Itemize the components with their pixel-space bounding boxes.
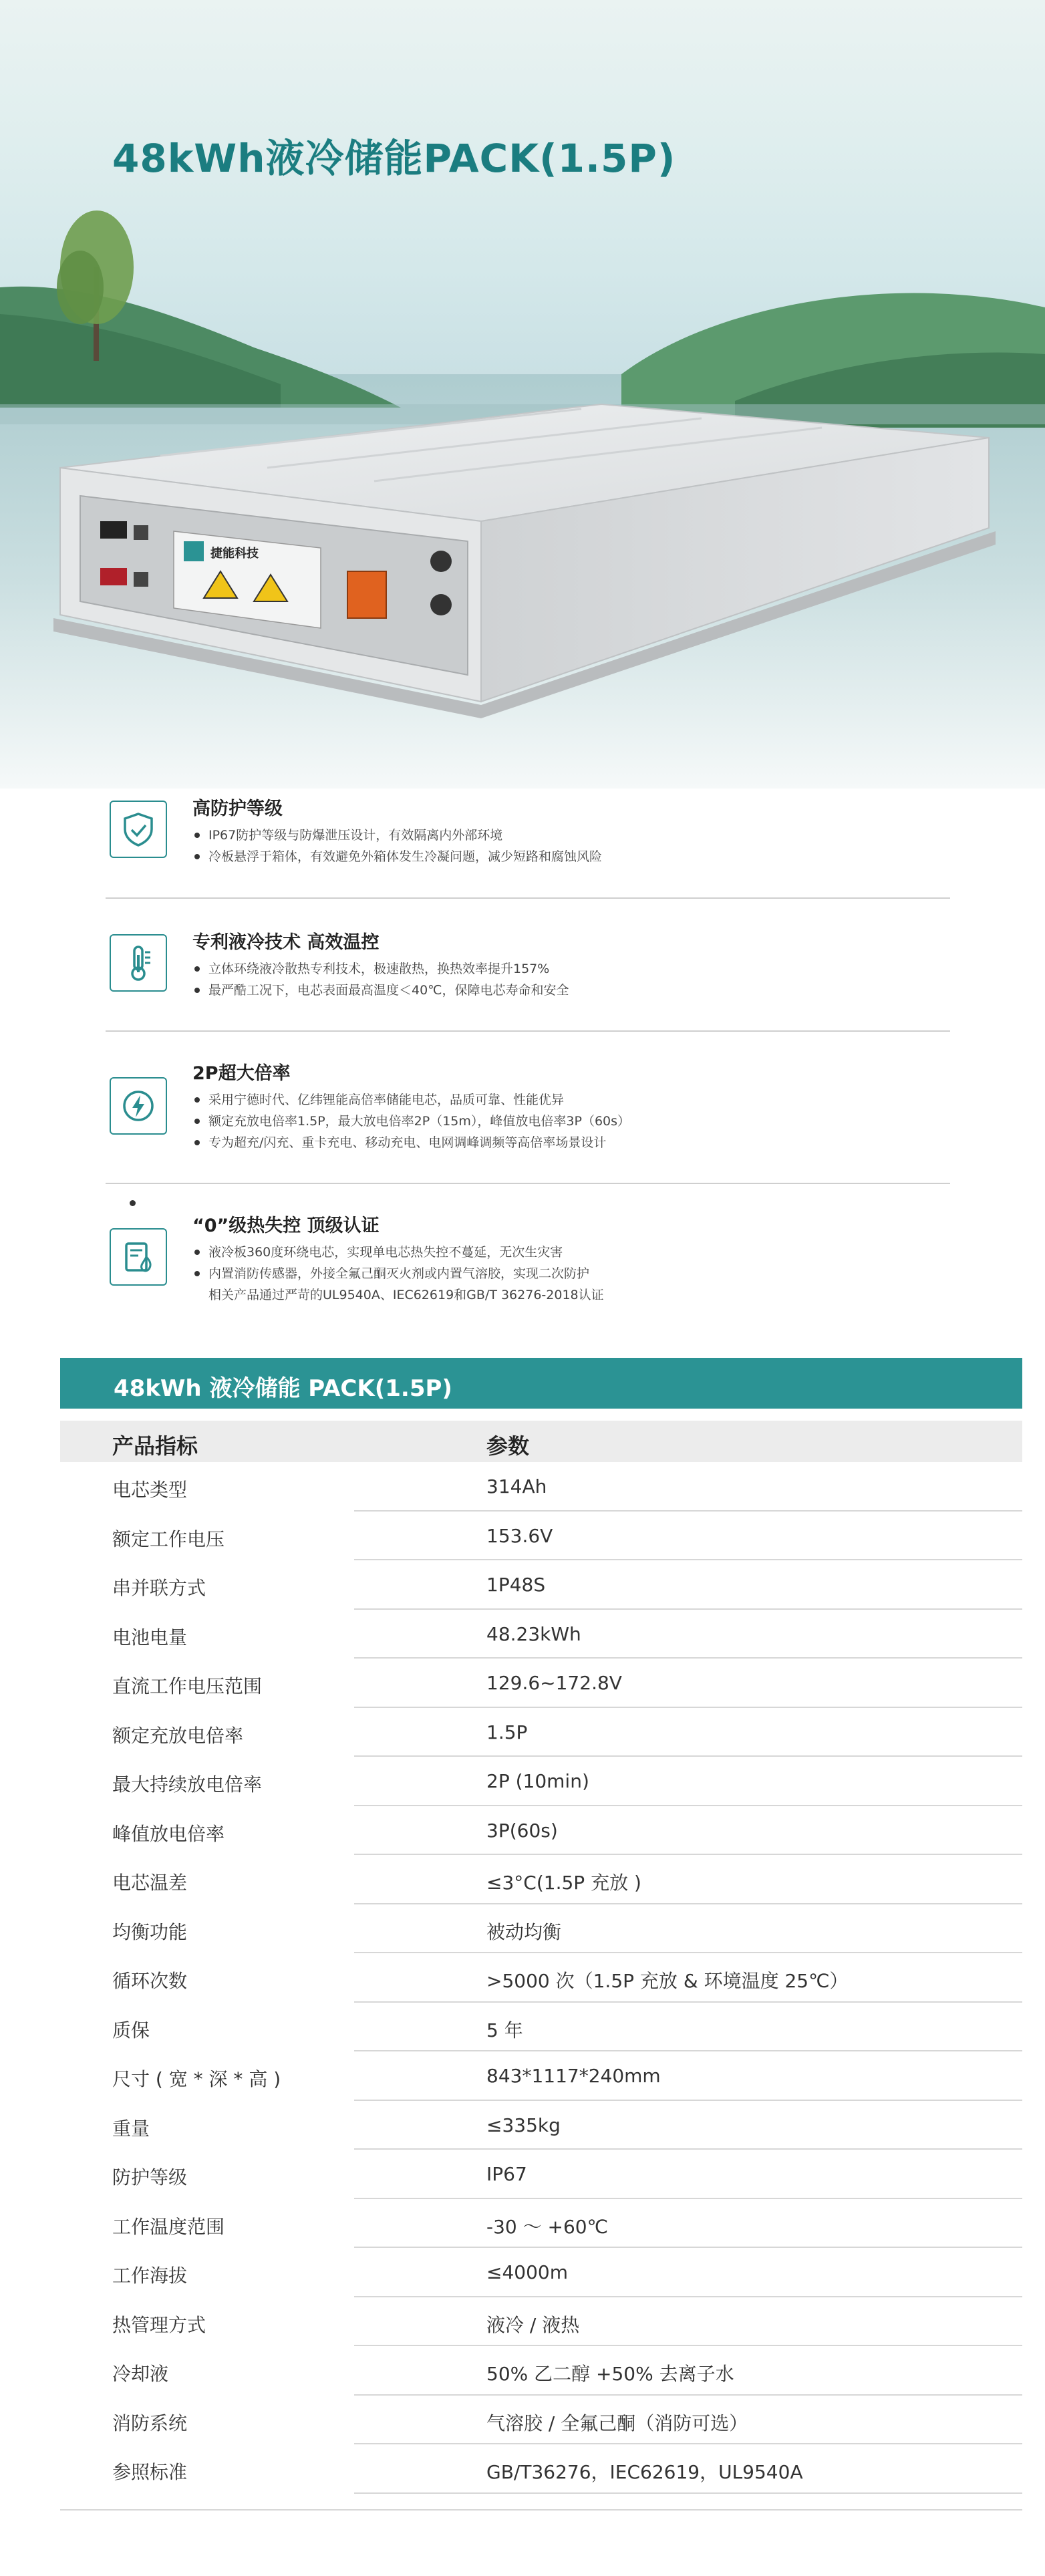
fire-certificate-icon xyxy=(110,1228,167,1286)
spec-key: 冷却液 xyxy=(112,2363,169,2385)
divider xyxy=(106,1030,950,1032)
shield-check-icon xyxy=(110,801,167,858)
spec-row xyxy=(60,1512,1022,1561)
spec-value: IP67 xyxy=(486,2163,527,2185)
spec-key: 均衡功能 xyxy=(112,1920,188,1943)
feature-liquid-cooling xyxy=(107,927,949,1028)
spec-row xyxy=(60,2346,1022,2396)
spec-key: 工作海拔 xyxy=(112,2265,188,2287)
spec-row xyxy=(60,2199,1022,2249)
feature-protection xyxy=(107,794,949,894)
spec-value: 1.5P xyxy=(486,1721,528,1743)
feature-list xyxy=(192,1089,630,1153)
spec-key: 参照标准 xyxy=(112,2461,188,2483)
spec-value: 153.6V xyxy=(486,1524,553,1547)
spec-key: 质保 xyxy=(112,2019,150,2041)
spec-row xyxy=(60,2051,1022,2101)
feature-item: 液冷板360度环绕电芯，实现单电芯热失控不蔓延，无次生灾害 xyxy=(192,1242,604,1263)
device-logo-text: 捷能科技 xyxy=(210,547,259,561)
bullet-dot xyxy=(130,1200,136,1206)
spec-row xyxy=(60,1904,1022,1954)
spec-row xyxy=(60,1659,1022,1708)
spec-key: 串并联方式 xyxy=(112,1577,206,1599)
spec-table-bottom-line xyxy=(60,2509,1022,2511)
hero-section xyxy=(0,0,1045,789)
spec-value: 129.6~172.8V xyxy=(486,1672,622,1694)
feature-thermal-runaway xyxy=(107,1211,949,1324)
spec-value: GB/T36276，IEC62619，UL9540A xyxy=(486,2461,803,2483)
spec-key: 电芯类型 xyxy=(112,1479,188,1501)
spec-key: 峰值放电倍率 xyxy=(112,1822,225,1845)
spec-key: 最大持续放电倍率 xyxy=(112,1773,263,1796)
spec-value: 1P48S xyxy=(486,1574,546,1596)
feature-list xyxy=(192,825,602,867)
spec-header-value: 参数 xyxy=(486,1433,530,1459)
spec-value: 气溶胶 / 全氟己酮（消防可选） xyxy=(486,2412,748,2434)
spec-value: >5000 次（1.5P 充放 & 环境温度 25℃） xyxy=(486,1970,849,1992)
spec-table-body xyxy=(60,1462,1022,2494)
spec-row xyxy=(60,1708,1022,1757)
spec-value: 5 年 xyxy=(486,2019,523,2041)
spec-value: ≤335kg xyxy=(486,2114,561,2136)
spec-value: 314Ah xyxy=(486,1475,547,1497)
feature-item: 最严酷工况下，电芯表面最高温度＜40℃，保障电芯寿命和安全 xyxy=(192,980,569,1001)
spec-key: 电池电量 xyxy=(112,1626,188,1649)
divider xyxy=(106,897,950,899)
feature-item: 额定充放电倍率1.5P，最大放电倍率2P（15m），峰值放电倍率3P（60s） xyxy=(192,1111,630,1132)
spec-row xyxy=(60,2003,1022,2052)
spec-row xyxy=(60,2396,1022,2445)
spec-row xyxy=(60,1560,1022,1610)
spec-key: 循环次数 xyxy=(112,1970,188,1992)
spec-banner-title: 48kWh 液冷储能 PACK(1.5P) xyxy=(114,1375,452,1402)
feature-item: 相关产品通过严苛的UL9540A、IEC62619和GB/T 36276-2018认证 xyxy=(208,1288,604,1302)
feature-high-rate xyxy=(107,1058,949,1172)
spec-key: 电芯温差 xyxy=(112,1872,188,1894)
feature-list xyxy=(192,1242,604,1306)
feature-title: 专利液冷技术 高效温控 xyxy=(192,932,380,953)
spec-row xyxy=(60,1462,1022,1512)
thermometer-icon xyxy=(110,934,167,992)
spec-key: 直流工作电压范围 xyxy=(112,1675,263,1697)
spec-row xyxy=(60,2150,1022,2199)
spec-header-key: 产品指标 xyxy=(112,1433,198,1459)
feature-title: “0”级热失控 顶级认证 xyxy=(192,1215,380,1236)
spec-value: 48.23kWh xyxy=(486,1622,581,1645)
spec-row xyxy=(60,1953,1022,2003)
feature-item: 内置消防传感器，外接全氟己酮灭火剂或内置气溶胶，实现二次防护 xyxy=(192,1263,604,1284)
spec-row xyxy=(60,1806,1022,1856)
spec-value: 液冷 / 液热 xyxy=(486,2313,580,2336)
feature-item: IP67防护等级与防爆泄压设计，有效隔离内外部环境 xyxy=(192,825,602,846)
spec-row xyxy=(60,2101,1022,2150)
spec-row xyxy=(60,1610,1022,1659)
spec-row xyxy=(60,2444,1022,2494)
spec-row xyxy=(60,1757,1022,1806)
spec-row xyxy=(60,2248,1022,2297)
spec-key: 重量 xyxy=(112,2117,150,2140)
spec-row xyxy=(60,1855,1022,1904)
divider xyxy=(106,1183,950,1184)
spec-banner xyxy=(60,1358,1022,1409)
spec-row xyxy=(60,2297,1022,2347)
spec-value: 被动均衡 xyxy=(486,1920,562,1943)
feature-list xyxy=(192,958,569,1001)
hero-landscape xyxy=(0,0,1045,789)
spec-key: 热管理方式 xyxy=(112,2313,206,2336)
spec-value: -30 ～ +60℃ xyxy=(486,2215,609,2238)
spec-key: 尺寸 ( 宽 * 深 * 高 ) xyxy=(112,2068,281,2090)
feature-item: 立体环绕液冷散热专利技术，极速散热，换热效率提升157% xyxy=(192,958,569,980)
spec-key: 额定工作电压 xyxy=(112,1528,225,1550)
page-title: 48kWh液冷储能PACK(1.5P) xyxy=(112,136,676,181)
spec-value: ≤3°C(1.5P 充放 ) xyxy=(486,1872,641,1894)
spec-key: 工作温度范围 xyxy=(112,2215,225,2238)
feature-item: 冷板悬浮于箱体，有效避免外箱体发生冷凝问题，减少短路和腐蚀风险 xyxy=(192,846,602,867)
lightning-gauge-icon xyxy=(110,1077,167,1135)
feature-item: 专为超充/闪充、重卡充电、移动充电、电网调峰调频等高倍率场景设计 xyxy=(192,1132,630,1153)
spec-key: 额定充放电倍率 xyxy=(112,1724,244,1747)
spec-key: 防护等级 xyxy=(112,2166,188,2188)
spec-value: ≤4000m xyxy=(486,2261,568,2283)
feature-title: 高防护等级 xyxy=(192,799,283,819)
spec-table-header xyxy=(60,1421,1022,1462)
spec-value: 3P(60s) xyxy=(486,1819,558,1842)
spec-key: 消防系统 xyxy=(112,2412,188,2434)
spec-value: 50% 乙二醇 +50% 去离子水 xyxy=(486,2363,734,2385)
feature-title: 2P超大倍率 xyxy=(192,1063,291,1084)
spec-value: 843*1117*240mm xyxy=(486,2065,661,2087)
spec-value: 2P (10min) xyxy=(486,1770,589,1792)
feature-item: 采用宁德时代、亿纬锂能高倍率储能电芯，品质可靠、性能优异 xyxy=(192,1089,630,1111)
